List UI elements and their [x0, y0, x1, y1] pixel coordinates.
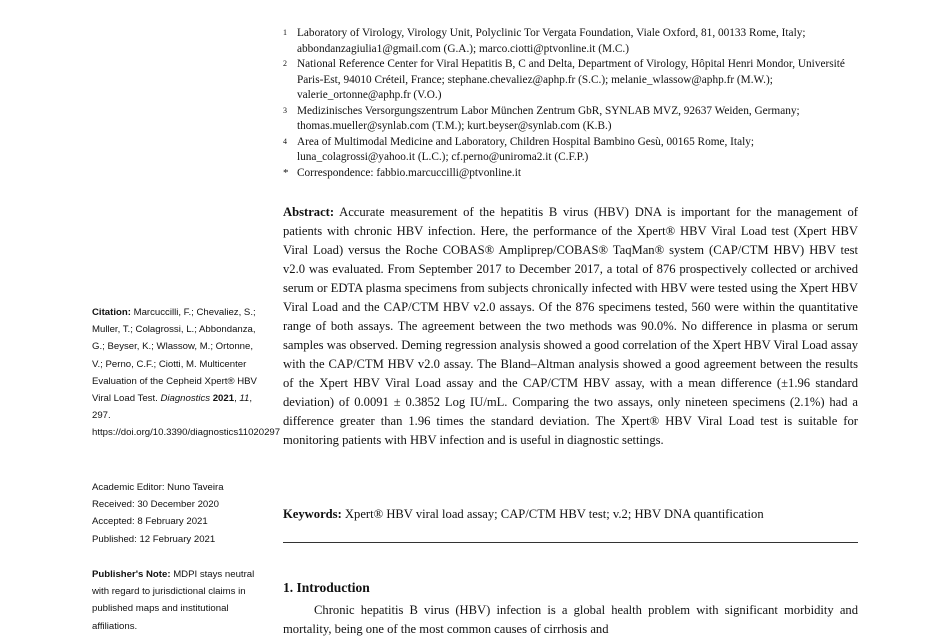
affiliations-list	[283, 26, 853, 181]
academic-editor: Academic Editor: Nuno Taveira	[92, 482, 224, 493]
keywords-label: Keywords:	[283, 507, 342, 521]
citation-journal: Diagnostics	[160, 393, 211, 405]
citation-pages-doi: 297. https://doi.org/10.3390/diagnostics11020297	[92, 410, 281, 439]
citation-year: 2021	[212, 393, 235, 405]
introduction-heading: 1. Introduction	[283, 580, 370, 595]
affiliation-item	[283, 57, 853, 104]
affiliation-item	[283, 26, 853, 57]
citation-block: Citation: Marcuccilli, F.; Chevaliez, S.; Muller, T.; Colagrossi, L.; Abbondanza, G.; Beyser, K.; Wlassow, M.; Ortonne, V.; Perno, C.F.; Ciotti, M. Multicenter Evaluation of the Cepheid Xpert® HBV Viral Load Test. Diagnostics 2021, 11, 297. https://doi.org/10.3390/diagnostics11020297	[92, 307, 281, 439]
citation-text: Marcuccilli, F.; Chevaliez, S.; Muller, T.; Colagrossi, L.; Abbondanza, G.; Beyser, K.; Wlassow, M.; Ortonne, V.; Perno, C.F.; Ciotti, M. Multicenter Evaluation of the Cepheid Xpert® HBV Viral Load Test.	[92, 307, 257, 405]
correspondence-mark: *	[283, 166, 289, 179]
keywords	[283, 505, 858, 524]
affiliation-text: Medizinisches Versorgungszentrum Labor München Zentrum GbR, SYNLAB MVZ, 92637 Weiden, Germany; thomas.mueller@synlab.com (T.M.); kurt.beyser@synlab.com (K.B.)	[297, 104, 800, 132]
published-date: Published: 12 February 2021	[92, 533, 216, 545]
affiliation-mark: 4	[283, 136, 287, 146]
publishers-note-label: Publisher's Note:	[92, 569, 171, 580]
citation-volume: 11	[239, 393, 250, 405]
introduction-paragraph: Chronic hepatitis B virus (HBV) infection is a global health problem with significant morbidity and mortality, being one of the most common causes of cirrhosis and	[283, 603, 858, 636]
section-divider	[283, 542, 858, 543]
citation-label: Citation:	[92, 307, 131, 318]
affiliation-text: Laboratory of Virology, Virology Unit, Polyclinic Tor Vergata Foundation, Viale Oxford, 81, 00133 Rome, Italy; abbondanzagiulia1@gmail.com (G.A.); marco.ciotti@ptvonline.it (M.C.)	[297, 27, 806, 55]
publishers-note	[92, 566, 257, 635]
keywords-text: Xpert® HBV viral load assay; CAP/CTM HBV test; v.2; HBV DNA quantification	[344, 507, 764, 521]
affiliation-item	[283, 104, 853, 135]
correspondence-item	[283, 166, 853, 182]
affiliation-mark: 2	[283, 59, 287, 68]
abstract	[283, 203, 858, 450]
editorial-dates	[92, 479, 257, 548]
publishers-note-text: MDPI stays neutral with regard to jurisdictional claims in published maps and institutional affiliations.	[92, 569, 255, 632]
affiliation-text: Area of Multimodal Medicine and Laboratory, Children Hospital Bambino Gesù, 00165 Rome, Italy; luna_colagrossi@yahoo.it (L.C.); cf.perno@uniroma2.it (C.F.P.)	[297, 135, 755, 163]
affiliation-mark: 1	[283, 28, 287, 37]
correspondence-text: Correspondence: fabbio.marcuccilli@ptvonline.it	[297, 166, 522, 179]
abstract-label: Abstract:	[283, 205, 335, 219]
received-date: Received: 30 December 2020	[92, 499, 219, 511]
abstract-text: Accurate measurement of the hepatitis B virus (HBV) DNA is important for the management of patients with chronic HBV infection. Here, the performance of the Xpert® HBV Viral Load test (Xpert HBV Viral Load) versus the Roche COBAS® Ampliprep/COBAS® TaqMan® system (CAP/CTM HBV) HBV test v2.0 was evaluated. From September 2017 to December 2017, a total of 876 prospectively collected or archived serum or EDTA plasma specimens from subjects chronically infected with HBV were tested using the Xpert HBV Viral Load and the CAP/CTM HBV v2.0 assays. Of the 876 specimens tested, 560 were within the quantitative range of both assays. The agreement between the two methods was 90.0%. No difference in plasma or serum samples was observed. Deming regression analysis showed a good correlation of the Xpert HBV Viral Load assay with the CAP/CTM HBV v2.0 assay. The Bland–Altman analysis showed a good agreement between the results of the Xpert HBV Viral Load assay and the CAP/CTM HBV assay, with a mean difference (±1.96 standard deviation) of 0.0091 ± 0.3852 Log IU/mL. Comparing the two assays, only nineteen specimens (2.1%) had a difference greater than 1.96 times the standard deviation. The Xpert® HBV Viral Load test is suitable for monitoring patients with HBV infection and is useful in diagnostic settings.	[283, 205, 858, 447]
accepted-date: Accepted: 8 February 2021	[92, 516, 208, 528]
affiliation-item	[283, 135, 853, 166]
affiliation-mark: 3	[283, 105, 287, 115]
affiliation-text: National Reference Center for Viral Hepatitis B, C and Delta, Department of Virology, Hôpital Henri Mondor, Université Paris-Est, 94010 Créteil, France; stephane.chevaliez@aphp.fr (S.C.); melanie_wlassow@aphp.fr (M.W.); valerie_ortonne@aphp.fr (V.O.)	[297, 58, 845, 101]
